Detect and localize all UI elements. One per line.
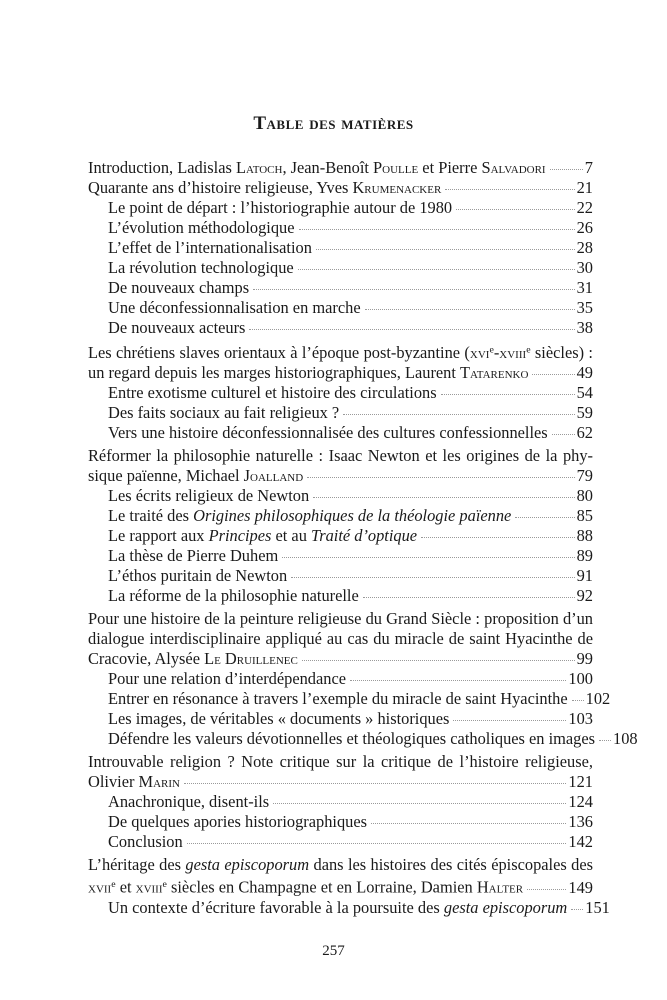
toc-chapter-group [88,855,610,917]
toc-chapter-entry[interactable] [88,609,593,669]
italic-text: gesta episcoporum [185,855,310,875]
text-segment: Les chrétiens slaves orientaux à l’époque post-byzantine ( [88,343,470,363]
toc-entry-line [108,506,593,526]
toc-entry-text [108,298,361,318]
toc-entry-text [108,258,294,278]
toc-entry-text [88,875,523,897]
toc-entry-line [108,526,593,546]
toc-section-entry[interactable] [88,792,593,812]
author-name: Poulle [373,158,419,177]
dot-leader [365,309,575,310]
italic-text: Principes [208,526,272,546]
toc-chapter-entry[interactable] [88,341,593,383]
toc-page-number[interactable]: 149 [568,877,593,897]
toc-section-entry[interactable] [88,298,593,318]
toc-page-number[interactable]: 100 [568,669,593,689]
toc-page-number[interactable]: 80 [576,486,593,506]
toc-page-number[interactable]: 22 [576,198,593,217]
dot-leader [249,329,574,330]
toc-entry-line [88,609,593,629]
text-segment: dans les histoires des cités épiscopales des [309,855,593,875]
text-segment: De nouveaux acteurs [108,318,246,337]
toc-section-entry[interactable] [88,669,593,689]
toc-page-number[interactable]: 62 [576,423,593,443]
toc-chapter-group [88,341,593,443]
dot-leader [371,823,566,824]
text-segment: De nouveaux champs [108,278,250,297]
text-segment: Une déconfessionnalisation en marche [108,298,361,317]
superscript: e [526,345,531,356]
text-segment: Quarante ans d’histoire religieuse, Yves [88,178,353,197]
toc-entry-line [108,897,610,918]
toc-entry-text [108,832,183,852]
toc-page-number[interactable]: 30 [576,258,593,277]
toc-section-entry[interactable] [88,812,593,832]
text-segment: et Pierre [418,158,482,177]
toc-page-number[interactable]: 31 [576,278,593,297]
toc-page-number[interactable]: 35 [576,298,593,317]
toc-section-entry[interactable] [88,897,610,918]
text-segment: Conclusion [108,832,183,852]
toc-section-entry[interactable] [88,546,593,566]
toc-entry-line [88,855,593,875]
text-segment: Introuvable religion ? Note critique sur la critique de l’histoire religieuse, [88,752,593,772]
italic-text: gesta episcoporum [443,897,568,917]
text-segment: Cracovie, Alysée [88,649,205,669]
text-segment: L’éthos puritain de Newton [108,566,288,586]
text-segment: Le traité des [108,506,194,526]
toc-entry-text [88,343,593,362]
toc-page-number[interactable]: 7 [584,158,593,177]
toc-chapter-entry[interactable] [88,178,593,198]
toc-page-number[interactable]: 38 [576,318,593,337]
author-name: Krumenacker [352,178,442,197]
toc-entry-line [88,341,593,363]
text-segment: Le point de départ : l’historiographie autour de 1980 [108,198,453,217]
author-name: Tatarenko [460,363,529,383]
toc-entry-text [88,466,303,486]
toc-page-number[interactable]: 49 [576,363,593,383]
dot-leader [532,374,574,375]
toc-chapter-entry[interactable] [88,752,593,792]
italic-text: Traité d’optique [311,526,418,546]
dot-leader [313,497,574,498]
text-segment: La thèse de Pierre Duhem [108,546,279,566]
superscript: e [489,345,494,356]
italic-text: Origines philosophiques de la théologie païenne [193,506,512,526]
dot-leader [571,909,583,910]
text-segment: Des faits sociaux au fait religieux ? [108,403,340,423]
superscript: e [111,879,116,891]
toc-page-number[interactable]: 59 [576,403,593,423]
text-segment: La réforme de la philosophie naturelle [108,586,359,606]
text-segment: Le rapport aux [108,526,209,546]
author-name: xvii [88,877,112,897]
toc-entry-line [108,278,593,298]
toc-section-entry[interactable] [88,566,593,586]
toc-chapter-group [88,609,638,749]
toc-page-number[interactable]: 54 [576,383,593,403]
text-segment: dialogue interdisciplinaire appliqué au cas du miracle de saint Hyacinthe de [88,629,593,649]
toc-section-entry[interactable] [88,198,593,218]
toc-entry-text [88,158,546,178]
toc-chapter-entry[interactable] [88,158,593,178]
toc-entry-text [88,178,441,198]
dot-leader [453,720,566,721]
dot-leader [363,597,575,598]
superscript: e [162,879,167,891]
dot-leader [184,783,566,784]
dot-leader [456,209,575,210]
toc-entry-line [108,566,593,586]
toc-entry-text [108,278,249,298]
dot-leader [282,557,574,558]
dot-leader [572,700,584,701]
toc-section-entry[interactable] [88,709,593,729]
toc-page-number[interactable]: 91 [576,566,593,586]
dot-leader [298,269,575,270]
toc-section-entry[interactable] [88,486,593,506]
toc-entry-line [108,423,593,443]
dot-leader [316,249,575,250]
text-segment: Entrer en résonance à travers l’exemple du miracle de saint Hyacinthe [108,689,568,709]
toc-entry-text [108,792,269,812]
text-segment: Les écrits religieux de Newton [108,486,310,506]
toc-chapter-entry[interactable] [88,446,593,486]
text-segment: Réformer la philosophie naturelle : Isaac Newton et les origines de la phy- [88,446,593,466]
toc-entry-text [108,403,339,423]
toc-entry-text [88,629,593,648]
toc-section-entry[interactable] [88,258,593,278]
toc-section-entry[interactable] [88,318,593,338]
toc-entry-text [108,423,548,443]
toc-entry-line [108,546,593,566]
toc-entry-text [108,898,567,918]
dot-leader [421,537,575,538]
toc-page-number[interactable]: 89 [576,546,593,566]
toc-entry-text [108,526,417,546]
toc-entry-text [108,218,295,238]
author-name: Marin [138,772,180,792]
toc-entry-line [88,446,593,466]
dot-leader [253,289,575,290]
toc-entry-line [88,629,593,649]
dot-leader [350,680,566,681]
toc-section-entry[interactable] [88,238,593,258]
toc-entry-text [88,855,593,874]
text-segment: L’héritage des [88,855,186,875]
text-segment: L’évolution méthodologique [108,218,295,237]
table-of-contents [88,158,638,918]
toc-entry-line [108,669,593,689]
text-segment: Les images, de véritables « documents » historiques [108,709,450,729]
toc-entry-line [88,178,593,198]
toc-entry-text [108,669,346,689]
toc-entry-line [108,586,593,606]
toc-chapter-group [88,158,593,338]
toc-entry-line [108,486,593,506]
toc-entry-text [108,383,437,403]
toc-chapter-entry[interactable] [88,855,593,897]
text-segment: De quelques apories historiographiques [108,812,368,832]
dot-leader [273,803,566,804]
author-name: xvi [469,343,490,363]
text-segment: Entre exotisme culturel et histoire des circulations [108,383,437,403]
toc-entry-text [108,506,511,526]
toc-entry-line [108,383,593,403]
page-title: Table des matières [253,112,414,134]
text-segment: Introduction, Ladislas [88,158,236,177]
dot-leader [307,477,574,478]
dot-leader [550,169,583,170]
toc-section-entry[interactable] [88,218,593,238]
toc-page-number[interactable]: 21 [576,178,593,197]
toc-page-number[interactable]: 124 [568,792,593,812]
toc-entry-line [88,649,593,669]
text-segment: Olivier [88,772,139,792]
toc-entry-text [108,238,312,258]
toc-entry-text [108,486,309,506]
toc-entry-line [108,298,593,318]
dot-leader [343,414,574,415]
toc-entry-line [88,466,593,486]
toc-entry-line [88,772,593,792]
toc-entry-text [88,609,593,628]
toc-entry-line [108,198,593,218]
page-number: 257 [322,943,345,959]
toc-entry-text [108,812,367,832]
toc-entry-line [108,709,593,729]
toc-page-number[interactable]: 26 [576,218,593,237]
toc-section-entry[interactable] [88,526,593,546]
text-segment: un regard depuis les marges historiographiques, Laurent [88,363,461,383]
toc-entry-line [108,812,593,832]
toc-entry-line [108,218,593,238]
toc-page-number[interactable]: 99 [576,649,593,669]
toc-entry-line [108,689,611,709]
toc-page-number[interactable]: 142 [568,832,593,852]
toc-section-entry[interactable] [88,278,593,298]
dot-leader [302,660,575,661]
toc-entry-text [88,772,180,792]
text-segment: Pour une histoire de la peinture religieuse du Grand Siècle : proposition d’un [88,609,593,629]
toc-entry-text [88,363,528,383]
toc-page-number[interactable]: 79 [576,466,593,486]
toc-entry-text [108,729,595,749]
toc-page-number[interactable]: 121 [568,772,593,792]
text-segment: Défendre les valeurs dévotionnelles et théologiques catholiques en images [108,729,596,749]
toc-entry-line [108,238,593,258]
dot-leader [291,577,574,578]
author-name: Joalland [243,466,304,486]
toc-entry-text [108,566,287,586]
toc-entry-text [88,446,593,465]
toc-entry-line [88,158,593,178]
toc-section-entry[interactable] [88,586,593,606]
dot-leader [187,843,567,844]
text-segment: Pour une relation d’interdépendance [108,669,347,689]
author-name: Halter [476,877,524,897]
dot-leader [441,394,575,395]
toc-entry-line [108,403,593,423]
toc-section-entry[interactable] [88,383,593,403]
toc-entry-text [88,649,298,669]
toc-page-number[interactable]: 108 [613,729,638,749]
toc-section-entry[interactable] [88,423,593,443]
toc-page-number[interactable]: 151 [585,897,610,917]
author-name: Le Druillenec [204,649,298,669]
author-name: Salvadori [481,158,546,177]
toc-entry-text [108,546,278,566]
toc-page-number[interactable]: 103 [568,709,593,729]
toc-page-number[interactable]: 28 [576,238,593,257]
toc-entry-line [88,752,593,772]
dot-leader [515,517,574,518]
toc-section-entry[interactable] [88,689,611,709]
toc-entry-text [108,586,359,606]
toc-page-number[interactable]: 85 [576,506,593,526]
toc-entry-line [88,363,593,383]
text-segment: L’effet de l’internationalisation [108,238,312,257]
toc-entry-line [108,792,593,812]
toc-entry-text [108,689,568,709]
text-segment: siècles) : [530,343,593,363]
text-segment: Anachronique, disent-ils [108,792,270,812]
toc-page-number[interactable]: 102 [585,689,611,709]
toc-section-entry[interactable] [88,506,593,526]
toc-chapter-group [88,752,593,852]
toc-section-entry[interactable] [88,403,593,423]
dot-leader [599,740,611,741]
toc-section-entry[interactable] [88,729,638,749]
toc-chapter-group [88,446,593,606]
text-segment: sique païenne, Michael [88,466,244,486]
text-segment: siècles en Champagne et en Lorraine, Damien [166,877,477,897]
toc-entry-text [88,752,593,771]
toc-entry-text [108,318,245,338]
dot-leader [552,434,575,435]
toc-entry-line [108,258,593,278]
text-segment: - [493,343,500,363]
toc-page-number[interactable]: 136 [568,812,593,832]
text-segment: et au [271,526,311,546]
toc-entry-text [108,709,449,729]
toc-page-number[interactable]: 92 [576,586,593,606]
toc-page-number[interactable]: 88 [576,526,593,546]
toc-entry-text [108,198,452,218]
toc-entry-line [108,729,638,749]
text-segment: Vers une histoire déconfessionnalisée des cultures confessionnelles [108,423,548,443]
text-segment: , Jean-Benoît [282,158,374,177]
text-segment: La révolution technologique [108,258,294,277]
author-name: xviii [499,343,527,363]
author-name: xviii [135,877,163,897]
text-segment: Un contexte d’écriture favorable à la poursuite des [108,897,444,917]
toc-entry-line [88,875,593,897]
dot-leader [527,889,566,890]
toc-section-entry[interactable] [88,832,593,852]
toc-entry-line [108,318,593,338]
dot-leader [445,189,574,190]
toc-entry-line [108,832,593,852]
text-segment: et [115,877,136,897]
author-name: Latoch [235,158,283,177]
dot-leader [299,229,575,230]
